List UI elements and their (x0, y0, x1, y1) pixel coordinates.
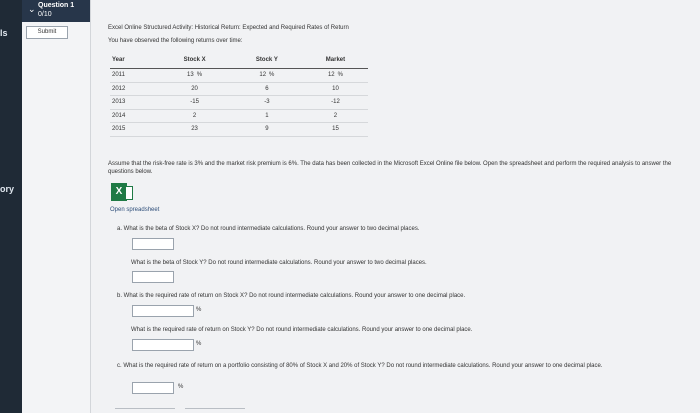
left-nav-fragment[interactable]: ls (0, 28, 8, 38)
table-row (110, 82, 368, 96)
table-header-row (110, 52, 368, 69)
left-nav-fragment[interactable]: ory (0, 184, 15, 194)
year-cell: 2011 (110, 69, 158, 83)
submit-button[interactable]: Submit (26, 26, 68, 39)
percent-sign: % (337, 72, 343, 79)
table-row (110, 123, 368, 137)
stock-y-cell: -3 (231, 96, 303, 110)
value: 12 (259, 72, 267, 79)
market-cell: 10 (303, 82, 368, 96)
divider (185, 408, 245, 409)
value: 13 (187, 72, 194, 79)
market-cell: 15 (303, 123, 368, 137)
question-panel (22, 0, 91, 413)
activity-title: Excel Online Structured Activity: Historical Return: Expected and Required Rates of Return (108, 25, 349, 31)
percent-sign: % (196, 72, 203, 79)
left-nav (0, 0, 22, 413)
percent-label: % (196, 341, 202, 347)
excel-letter: X (115, 186, 123, 197)
question-b-stock-y: What is the required rate of return on Stock Y? Do not round intermediate calculations. Round your answer to one decimal place. (131, 327, 473, 333)
activity-content (91, 0, 700, 413)
year-cell: 2015 (110, 123, 158, 137)
stock-y-cell: 6 (231, 82, 303, 96)
table-row (110, 109, 368, 123)
market-cell (303, 69, 368, 83)
question-header[interactable] (22, 0, 90, 22)
open-spreadsheet-link[interactable]: Open spreadsheet (110, 207, 160, 213)
column-header: Stock Y (231, 52, 303, 69)
percent-label: % (196, 307, 202, 313)
excel-icon[interactable] (111, 183, 127, 201)
question-a-stock-x: a. What is the beta of Stock X? Do not round intermediate calculations. Round your answer to two decimal places. (117, 226, 420, 232)
column-header: Stock X (158, 52, 230, 69)
stock-x-cell: 20 (158, 82, 230, 96)
stock-x-cell: -15 (158, 96, 230, 110)
table-row (110, 96, 368, 110)
year-cell: 2013 (110, 96, 158, 110)
column-header: Year (110, 52, 158, 69)
required-return-y-input[interactable] (132, 339, 194, 351)
assumption-text: Assume that the risk-free rate is 3% and the market risk premium is 6%. The data has been collected in the Microsoft Excel Online file below. Open the spreadsheet and perform the required analysis to answer the questions below. (108, 161, 672, 175)
year-cell: 2014 (110, 109, 158, 123)
year-cell: 2012 (110, 82, 158, 96)
question-c-portfolio: c. What is the required rate of return on a portfolio consisting of 80% of Stock X and 20% of Stock Y? Do not round intermediate calculations. Round your answer to one decimal place. (117, 363, 603, 369)
portfolio-return-input[interactable] (132, 382, 174, 394)
divider (115, 408, 175, 409)
question-title: Question 1 (38, 2, 75, 9)
question-score: 0/10 (38, 11, 52, 18)
stock-y-cell: 9 (231, 123, 303, 137)
beta-y-input[interactable] (132, 271, 174, 283)
stock-x-cell: 2 (158, 109, 230, 123)
percent-sign: % (269, 72, 275, 79)
activity-intro: You have observed the following returns over time: (108, 38, 243, 44)
chevron-down-icon[interactable]: ⌄ (28, 4, 36, 14)
stock-y-cell (231, 69, 303, 83)
sheet-shape (125, 186, 133, 200)
question-b-stock-x: b. What is the required rate of return on Stock X? Do not round intermediate calculations. Round your answer to one decimal place. (117, 293, 466, 299)
table-row (110, 69, 368, 83)
stock-x-cell: 23 (158, 123, 230, 137)
market-cell: -12 (303, 96, 368, 110)
stock-y-cell: 1 (231, 109, 303, 123)
question-a-stock-y: What is the beta of Stock Y? Do not round intermediate calculations. Round your answer to two decimal places. (131, 260, 427, 266)
stock-x-cell (158, 69, 230, 83)
column-header: Market (303, 52, 368, 69)
value: 12 (327, 72, 335, 79)
beta-x-input[interactable] (132, 238, 174, 250)
required-return-x-input[interactable] (132, 305, 194, 317)
market-cell: 2 (303, 109, 368, 123)
returns-table (110, 52, 368, 137)
percent-label: % (178, 384, 184, 390)
